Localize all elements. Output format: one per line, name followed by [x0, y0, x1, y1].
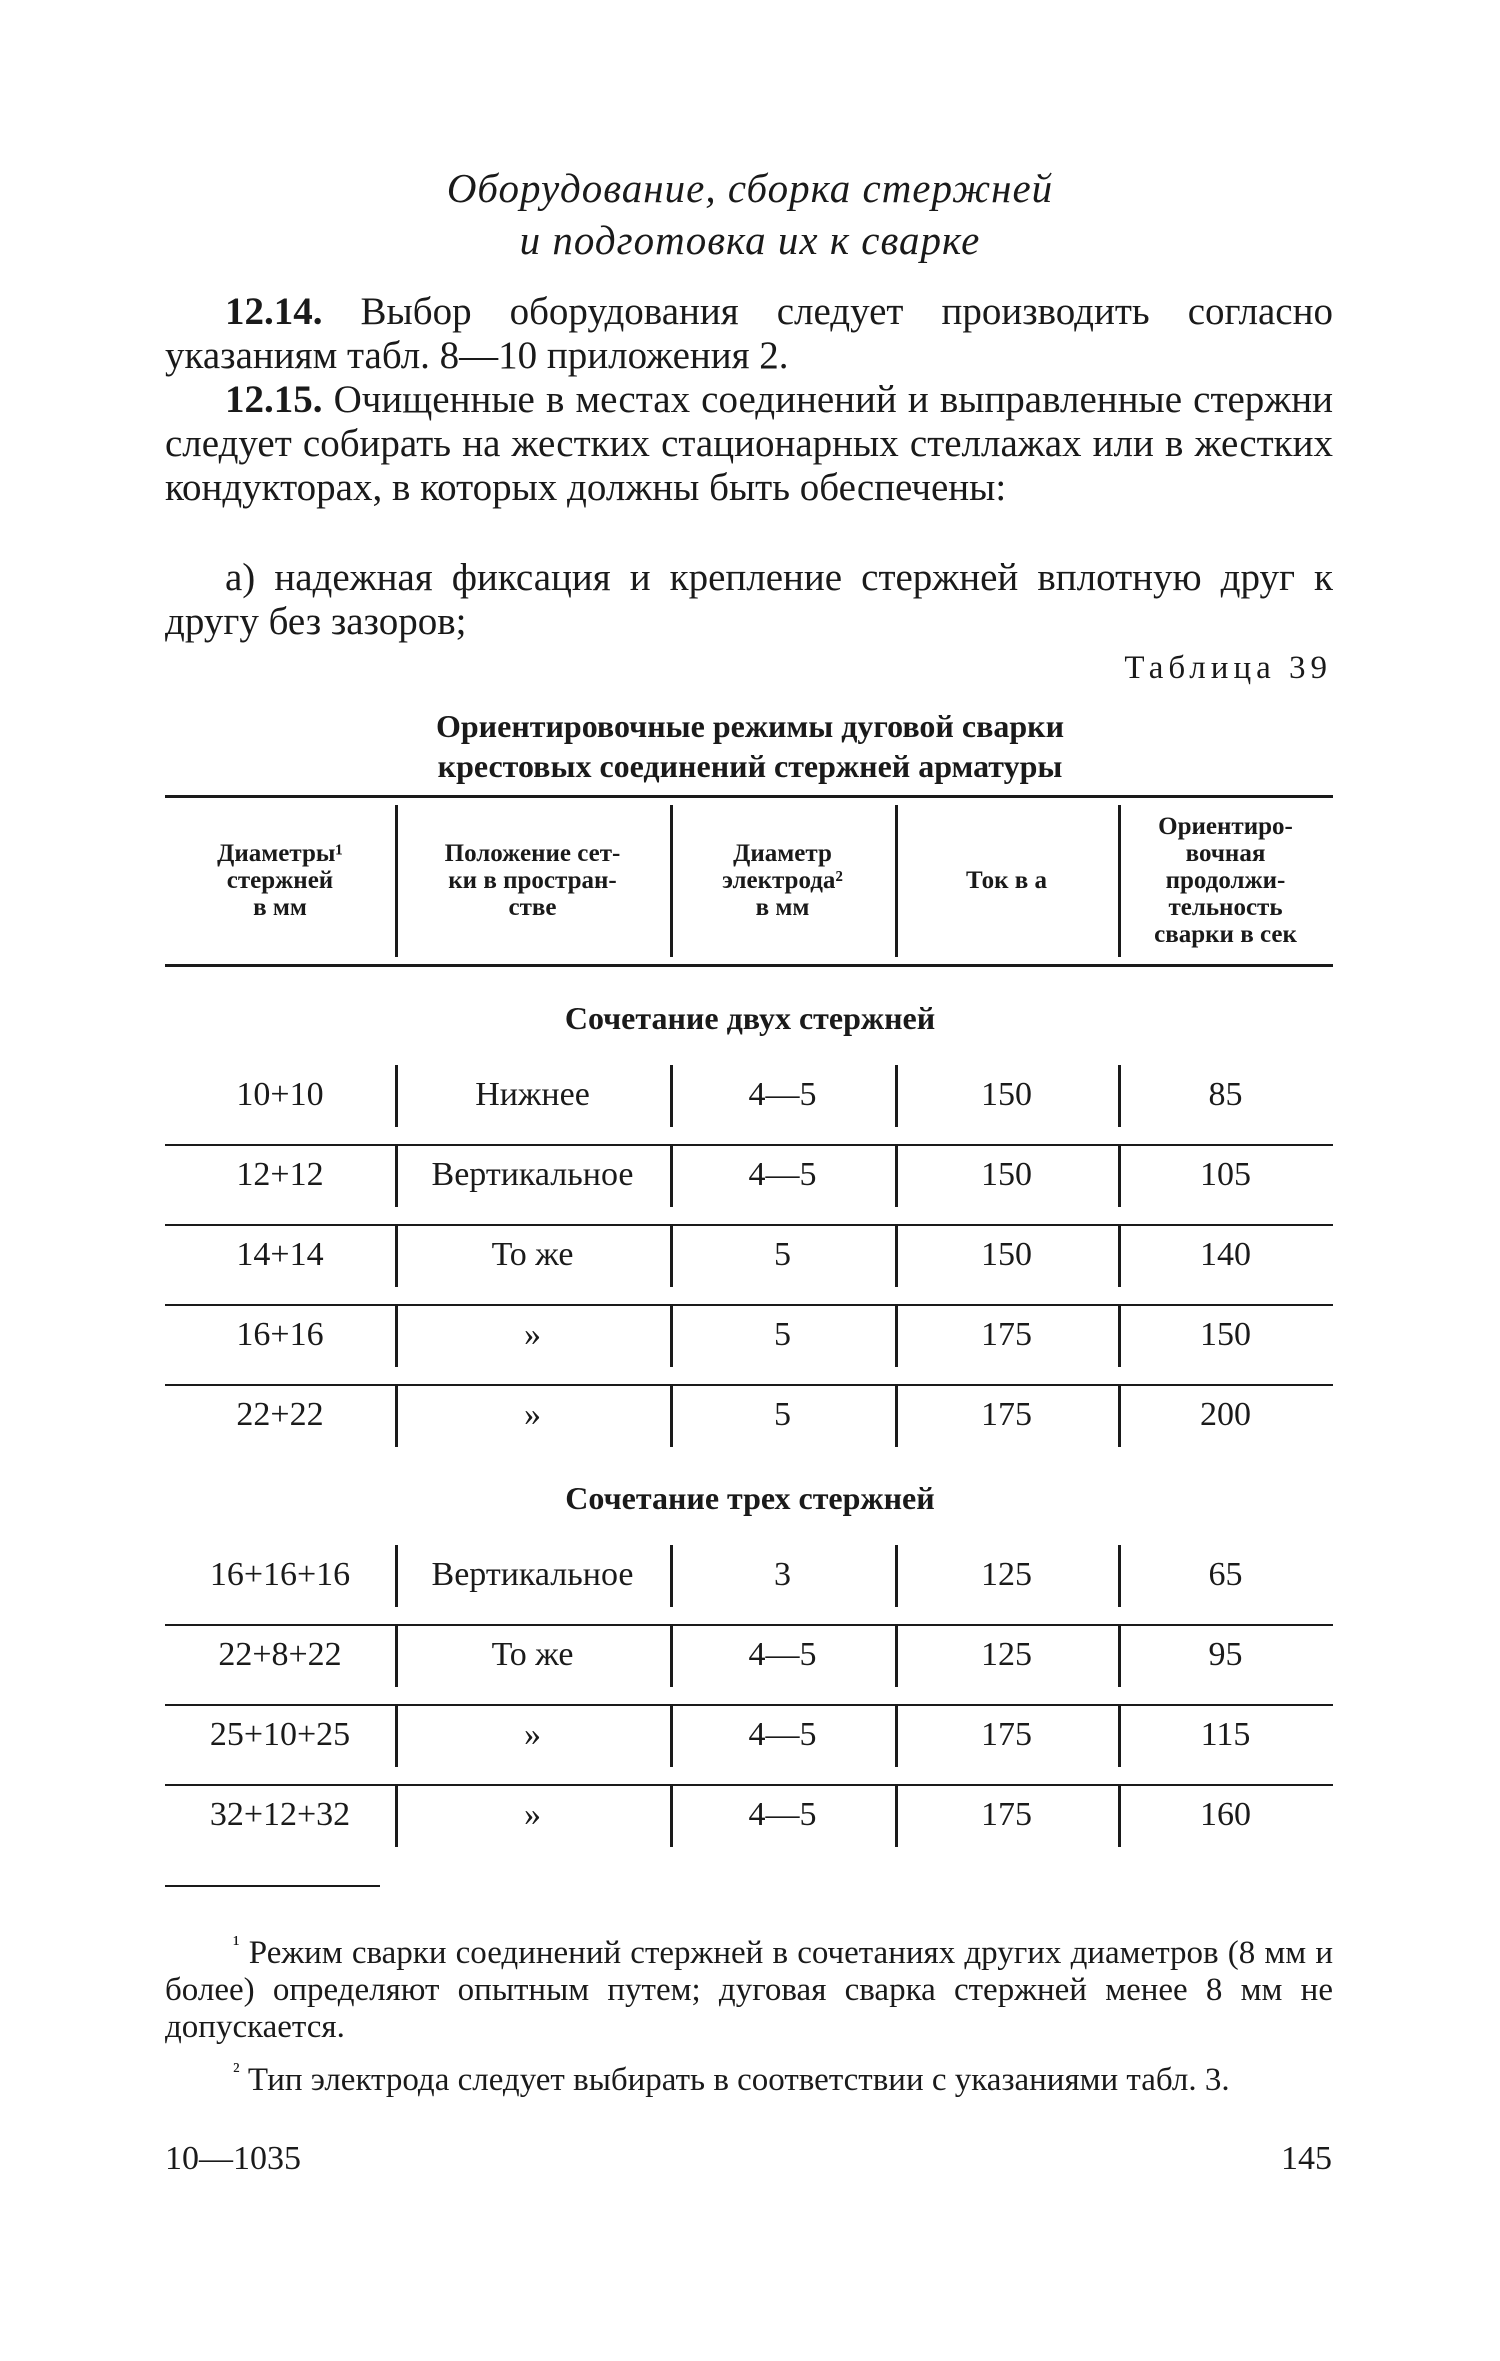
- table-cell: 150: [1200, 1316, 1251, 1353]
- footnote-text: Тип электрода следует выбирать в соответствии с указаниями табл. 3.: [247, 2062, 1230, 2098]
- table-cell: 175: [981, 1396, 1032, 1433]
- footnote-mark: ¹: [233, 1931, 240, 1956]
- section-heading-line1: Оборудование, сборка стержней: [446, 165, 1054, 211]
- row-separator: [165, 1224, 1333, 1226]
- header-line: стержней: [226, 866, 334, 894]
- page-number: 145: [1281, 2140, 1332, 2177]
- table-cell: 10+10: [236, 1076, 324, 1113]
- table-cell: 4—5: [748, 1076, 817, 1113]
- table-cell: 175: [981, 1796, 1032, 1833]
- row-separator: [165, 1704, 1333, 1706]
- footnote-2: [165, 2052, 1333, 2099]
- group-heading: Сочетание трех стержней: [565, 1480, 935, 1516]
- table-cell: 4—5: [748, 1636, 817, 1673]
- table-cell: 95: [1208, 1636, 1243, 1673]
- row-separator: [165, 1624, 1333, 1626]
- paragraph-text: а) надежная фиксация и крепление стержней вплотную друг к другу без зазоров;: [165, 556, 1333, 643]
- table-cell: 12+12: [236, 1156, 324, 1193]
- table-cell: Вертикальное: [431, 1156, 634, 1193]
- header-line: Диаметр: [733, 839, 832, 867]
- table-cell: 175: [981, 1316, 1032, 1353]
- paragraph-12-15: [165, 378, 1333, 510]
- table-cell: 14+14: [236, 1236, 324, 1273]
- table-title-line2: крестовых соединений стержней арматуры: [437, 748, 1063, 784]
- table-cell: 25+10+25: [209, 1716, 351, 1753]
- paragraph-number: 12.14.: [225, 290, 323, 333]
- row-separator: [165, 1384, 1333, 1386]
- footnote-1: [165, 1925, 1333, 2046]
- table-title: [160, 706, 1340, 786]
- header-cell: [395, 840, 670, 921]
- table-top-rule: [165, 795, 1333, 798]
- table-cell: 175: [981, 1716, 1032, 1753]
- table-cell: 16+16: [236, 1316, 324, 1353]
- table-cell: 150: [981, 1236, 1032, 1273]
- header-line: ки в простран-: [448, 866, 617, 894]
- table-cell: 32+12+32: [209, 1796, 351, 1833]
- section-heading: [160, 162, 1340, 266]
- table-cell: 125: [981, 1636, 1032, 1673]
- footnote-text: Режим сварки соединений стержней в сочетаниях других диаметров (8 мм и более) определяют опытным путем; дуговая сварка стержней менее 8 мм не допускается.: [165, 1935, 1333, 2045]
- table-cell: 22+8+22: [218, 1636, 342, 1673]
- footnote-separator: [165, 1885, 380, 1887]
- header-line: продолжи-: [1165, 866, 1286, 894]
- table-cell: 140: [1200, 1236, 1251, 1273]
- table-cell: 160: [1200, 1796, 1251, 1833]
- header-line: тельность: [1168, 893, 1283, 921]
- paragraph-text: Выбор оборудования следует производить согласно указаниям табл. 8—10 приложения 2.: [165, 290, 1333, 377]
- table-cell: То же: [491, 1636, 574, 1673]
- header-line: в мм: [755, 893, 810, 921]
- footnotes: [165, 1925, 1333, 2105]
- header-cell: [670, 840, 895, 921]
- header-line: стве: [508, 893, 557, 921]
- group-heading: Сочетание двух стержней: [564, 1000, 936, 1036]
- table-cell: 125: [981, 1556, 1032, 1593]
- table-cell: »: [524, 1796, 541, 1833]
- table-cell: 4—5: [748, 1716, 817, 1753]
- table-cell: 5: [774, 1396, 791, 1433]
- header-cell: [1118, 813, 1333, 948]
- table-cell: 5: [774, 1316, 791, 1353]
- row-separator: [165, 1784, 1333, 1786]
- paragraph-number: 12.15.: [225, 378, 323, 421]
- paragraph-12-14: [165, 290, 1333, 378]
- table-title-line1: Ориентировочные режимы дуговой сварки: [435, 708, 1065, 744]
- table-cell: 22+22: [236, 1396, 324, 1433]
- printer-signature: 10—1035: [165, 2140, 301, 2177]
- table-cell: »: [524, 1396, 541, 1433]
- table-cell: »: [524, 1716, 541, 1753]
- table-label: Таблица 39: [1124, 650, 1332, 686]
- header-line: Положение сет-: [444, 839, 621, 867]
- table-cell: 105: [1200, 1156, 1251, 1193]
- footnote-mark: ²: [233, 2058, 240, 2083]
- header-line: сварки в сек: [1154, 920, 1297, 948]
- header-cell: [165, 840, 395, 921]
- paragraph-text: Очищенные в местах соединений и выправленные стержни следует собирать на жестких стационарных стеллажах или в жестких кондукторах, в которых должны быть обеспечены:: [165, 378, 1333, 509]
- paragraph-item-a: [165, 556, 1333, 644]
- header-line: в мм: [253, 893, 307, 921]
- table-header-rule: [165, 964, 1333, 967]
- table-cell: 5: [774, 1236, 791, 1273]
- header-line: Ориентиро-: [1158, 812, 1293, 840]
- table-cell: То же: [491, 1236, 574, 1273]
- table-cell: 85: [1208, 1076, 1243, 1113]
- table-cell: »: [524, 1316, 541, 1353]
- table-cell: 150: [981, 1156, 1032, 1193]
- section-heading-line2: и подготовка их к сварке: [519, 217, 981, 263]
- table-cell: 4—5: [748, 1156, 817, 1193]
- table-cell: 3: [774, 1556, 791, 1593]
- table-cell: 65: [1208, 1556, 1243, 1593]
- row-separator: [165, 1144, 1333, 1146]
- header-line: Диаметры¹: [217, 839, 343, 867]
- header-line: вочная: [1185, 839, 1266, 867]
- row-separator: [165, 1304, 1333, 1306]
- header-line: электрода²: [722, 866, 843, 894]
- table-cell: 200: [1200, 1396, 1251, 1433]
- header-cell: [895, 867, 1118, 894]
- table-cell: 16+16+16: [209, 1556, 351, 1593]
- table-cell: Нижнее: [475, 1076, 590, 1113]
- table-cell: 150: [981, 1076, 1032, 1113]
- table-cell: Вертикальное: [431, 1556, 634, 1593]
- header-line: Ток в а: [966, 866, 1047, 894]
- table-cell: 4—5: [748, 1796, 817, 1833]
- table-cell: 115: [1200, 1716, 1251, 1753]
